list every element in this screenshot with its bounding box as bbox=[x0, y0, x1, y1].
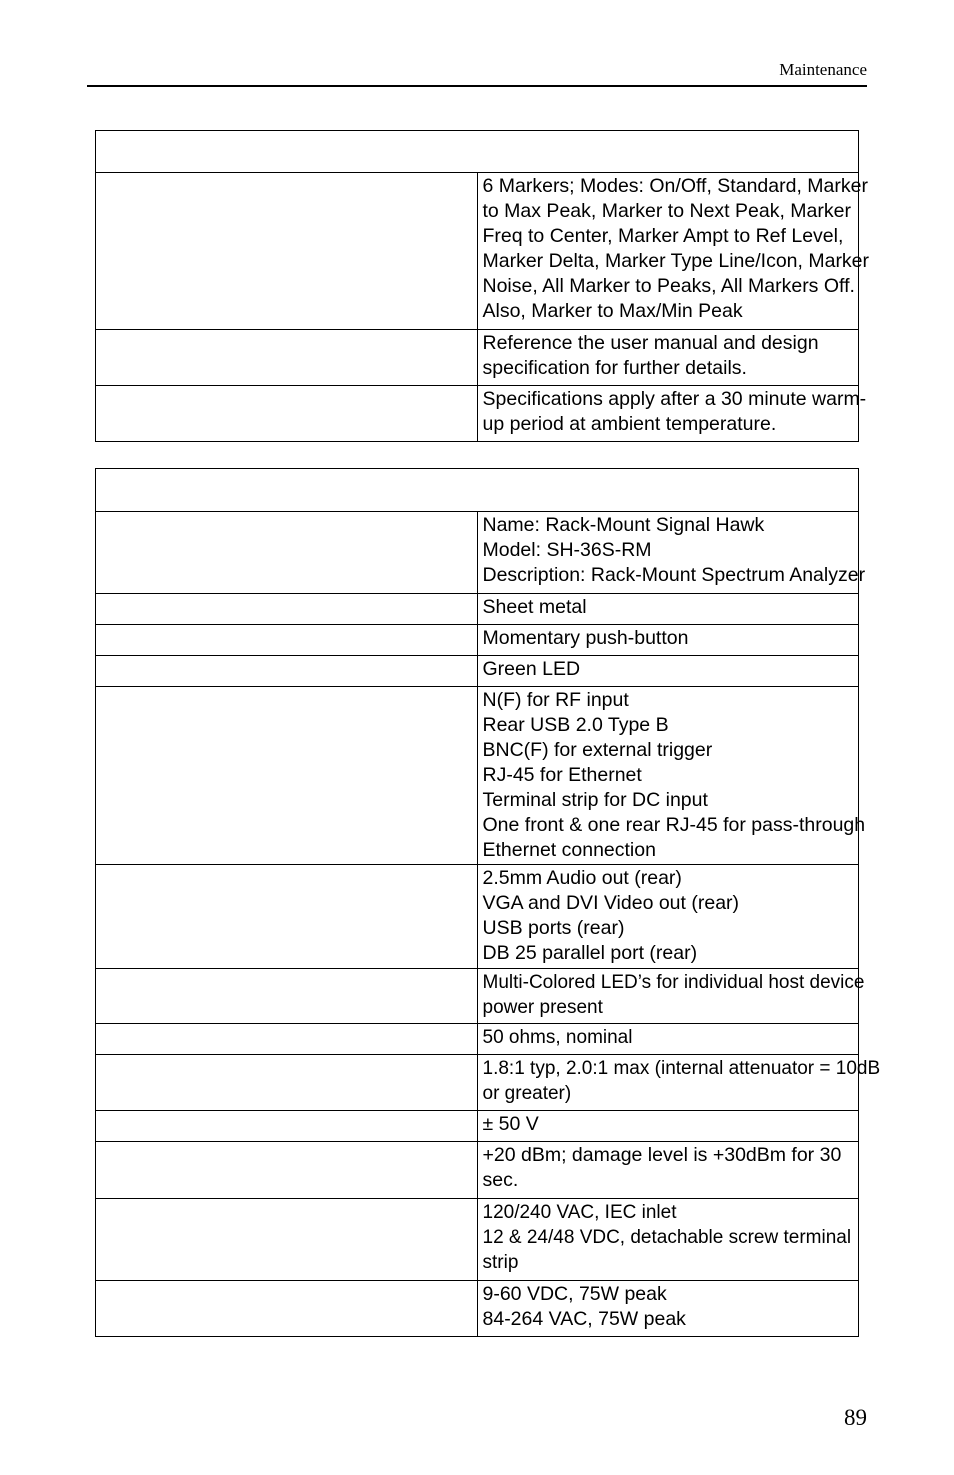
table-row bbox=[96, 1142, 859, 1199]
value-cell bbox=[477, 173, 870, 330]
value-cell bbox=[477, 594, 859, 625]
table-row bbox=[96, 1281, 859, 1337]
value-line: Multi-Colored LED’s for individual host device bbox=[482, 972, 865, 993]
table-row bbox=[96, 1055, 859, 1111]
value-line: Terminal strip for DC input bbox=[482, 789, 708, 811]
running-head: Maintenance bbox=[779, 60, 867, 79]
parameter-cell bbox=[96, 594, 478, 625]
value-line: Model: SH-36S-RM bbox=[482, 539, 652, 561]
value-line: up period at ambient temperature. bbox=[482, 413, 777, 435]
value-line: Ethernet connection bbox=[482, 839, 656, 861]
parameter-cell bbox=[96, 1142, 478, 1199]
value-line: sec. bbox=[482, 1169, 519, 1191]
value-cell bbox=[477, 687, 866, 865]
value-line: 6 Markers; Modes: On/Off, Standard, Marker bbox=[482, 175, 868, 197]
parameter-cell bbox=[96, 865, 478, 969]
value-line: DB 25 parallel port (rear) bbox=[482, 942, 698, 964]
value-line: Noise, All Marker to Peaks, All Markers Off. bbox=[482, 275, 855, 297]
table-header-row bbox=[96, 131, 859, 173]
value-line: ± 50 V bbox=[482, 1113, 539, 1135]
table-row bbox=[96, 173, 859, 330]
value-cell bbox=[477, 1199, 859, 1281]
parameter-cell bbox=[96, 656, 478, 687]
table-row bbox=[96, 625, 859, 656]
value-line: Sheet metal bbox=[482, 596, 587, 618]
value-line: or greater) bbox=[482, 1083, 572, 1104]
parameter-cell bbox=[96, 512, 478, 594]
value-cell bbox=[477, 512, 866, 594]
spec-table-general bbox=[95, 468, 881, 1337]
value-line: N(F) for RF input bbox=[482, 689, 629, 711]
table-row bbox=[96, 1199, 859, 1281]
parameter-cell bbox=[96, 173, 478, 330]
table-row bbox=[96, 1111, 859, 1142]
parameter-cell bbox=[96, 687, 478, 865]
value-line: Freq to Center, Marker Ampt to Ref Level, bbox=[482, 225, 844, 247]
table-header-cell bbox=[96, 469, 859, 512]
table-header-cell bbox=[96, 131, 859, 173]
table-row bbox=[96, 594, 859, 625]
parameter-cell bbox=[96, 1024, 478, 1055]
page-number: 89 bbox=[844, 1405, 867, 1430]
value-line: USB ports (rear) bbox=[482, 917, 625, 939]
value-line: Reference the user manual and design bbox=[482, 332, 819, 354]
value-cell bbox=[477, 625, 859, 656]
value-line: 2.5mm Audio out (rear) bbox=[482, 867, 682, 889]
table-row bbox=[96, 330, 859, 386]
value-cell bbox=[477, 1142, 859, 1199]
table-header-row bbox=[96, 469, 859, 512]
value-line: Description: Rack-Mount Spectrum Analyzer bbox=[482, 564, 866, 586]
value-line: 84-264 VAC, 75W peak bbox=[482, 1308, 686, 1330]
parameter-cell bbox=[96, 1199, 478, 1281]
spec-table-markers bbox=[95, 130, 870, 442]
header-rule bbox=[87, 85, 867, 87]
value-line: Green LED bbox=[482, 658, 581, 680]
table-row bbox=[96, 386, 859, 442]
value-line: specification for further details. bbox=[482, 357, 747, 379]
value-line: to Max Peak, Marker to Next Peak, Marker bbox=[482, 200, 851, 222]
table-row bbox=[96, 969, 859, 1024]
value-line: strip bbox=[482, 1252, 519, 1273]
value-line: One front & one rear RJ-45 for pass-through bbox=[482, 814, 866, 836]
value-line: Rear USB 2.0 Type B bbox=[482, 714, 669, 736]
value-line: 1.8:1 typ, 2.0:1 max (internal attenuator = 10dB bbox=[482, 1058, 881, 1079]
value-line: power present bbox=[482, 997, 603, 1018]
parameter-cell bbox=[96, 1111, 478, 1142]
table-row bbox=[96, 1024, 859, 1055]
value-cell bbox=[477, 1111, 859, 1142]
table-row bbox=[96, 512, 859, 594]
value-cell bbox=[477, 1024, 859, 1055]
parameter-cell bbox=[96, 625, 478, 656]
value-cell bbox=[477, 1055, 881, 1111]
table-row bbox=[96, 687, 859, 865]
value-cell bbox=[477, 386, 867, 442]
value-line: 12 & 24/48 VDC, detachable screw terminal bbox=[482, 1227, 852, 1248]
value-line: BNC(F) for external trigger bbox=[482, 739, 713, 761]
value-cell bbox=[477, 1281, 859, 1337]
value-line: Also, Marker to Max/Min Peak bbox=[482, 300, 743, 322]
value-line: RJ-45 for Ethernet bbox=[482, 764, 642, 786]
value-line: Marker Delta, Marker Type Line/Icon, Marker bbox=[482, 250, 870, 272]
value-cell bbox=[477, 865, 859, 969]
parameter-cell bbox=[96, 969, 478, 1024]
value-cell bbox=[477, 656, 859, 687]
value-line: Momentary push-button bbox=[482, 627, 689, 649]
value-line: Name: Rack-Mount Signal Hawk bbox=[482, 514, 765, 536]
value-line: VGA and DVI Video out (rear) bbox=[482, 892, 740, 914]
parameter-cell bbox=[96, 330, 478, 386]
value-cell bbox=[477, 330, 859, 386]
parameter-cell bbox=[96, 1281, 478, 1337]
value-line: 50 ohms, nominal bbox=[482, 1027, 633, 1048]
parameter-cell bbox=[96, 386, 478, 442]
table-row bbox=[96, 656, 859, 687]
parameter-cell bbox=[96, 1055, 478, 1111]
value-cell bbox=[477, 969, 865, 1024]
table-row bbox=[96, 865, 859, 969]
value-line: +20 dBm; damage level is +30dBm for 30 bbox=[482, 1144, 842, 1166]
value-line: Specifications apply after a 30 minute warm- bbox=[482, 388, 867, 410]
value-line: 9-60 VDC, 75W peak bbox=[482, 1283, 667, 1305]
value-line: 120/240 VAC, IEC inlet bbox=[482, 1202, 677, 1223]
